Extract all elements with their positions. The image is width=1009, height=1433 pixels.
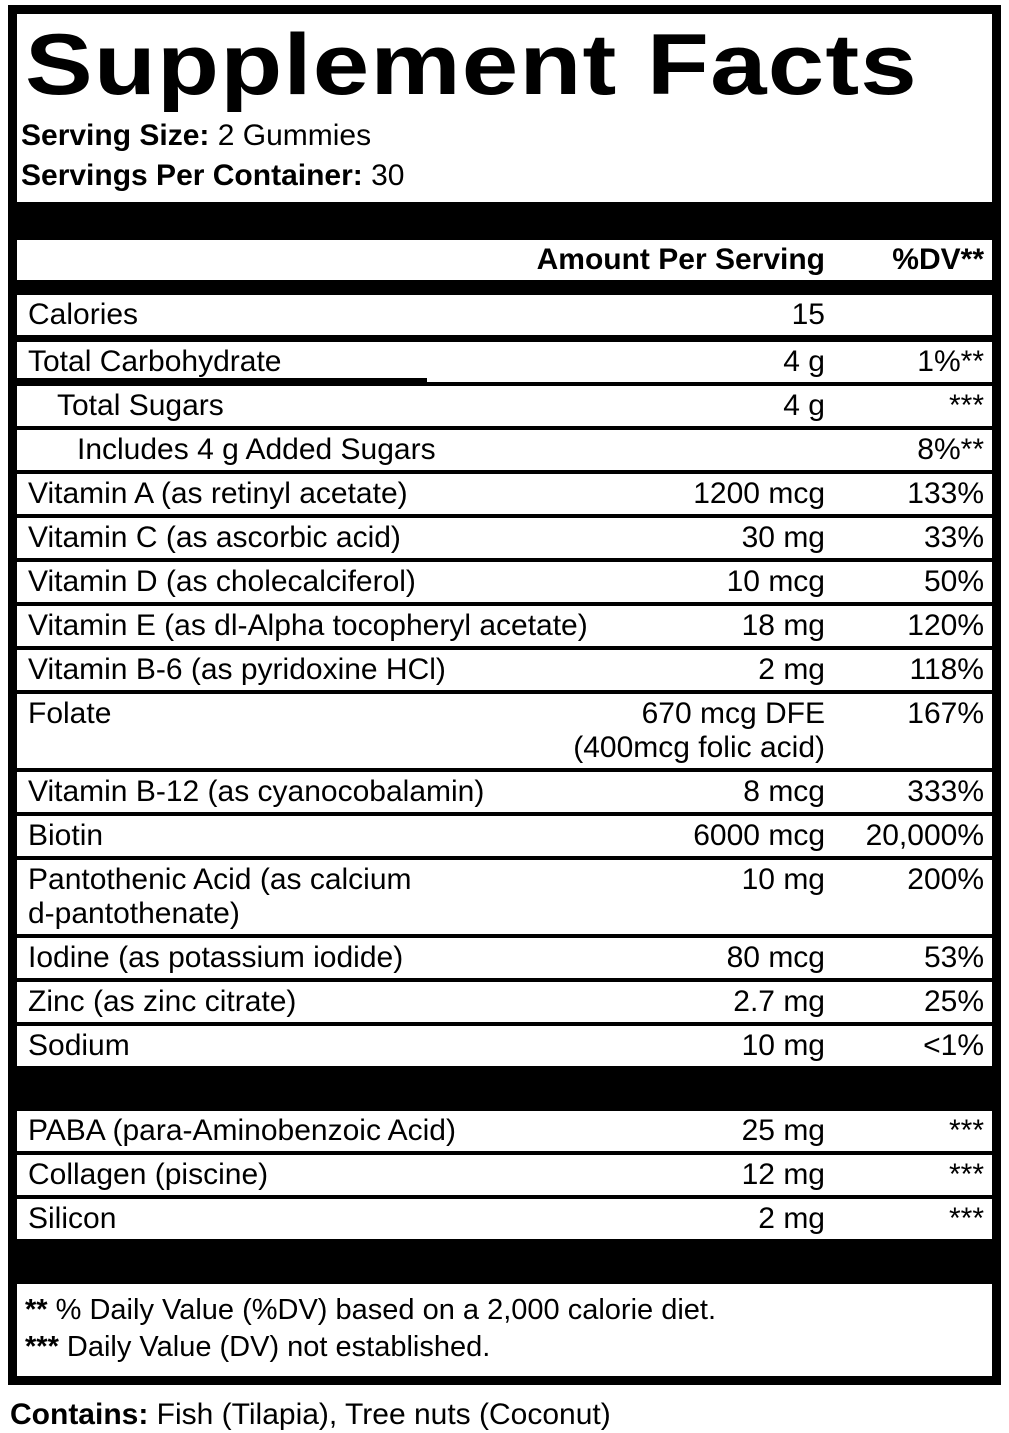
contains-label: Contains:	[10, 1398, 149, 1431]
nutrient-name	[17, 389, 992, 423]
nutrient-amount	[758, 1202, 825, 1236]
nutrient-amount-line1: 18 mg	[741, 609, 825, 642]
nutrient-dv: ***	[948, 1114, 984, 1147]
nutrient-name-line1: Vitamin B-6 (as pyridoxine HCl)	[28, 653, 446, 686]
nutrient-dv: 118%	[909, 653, 984, 686]
nutrient-name	[17, 775, 992, 809]
serving-size-value: 2 Gummies	[217, 119, 372, 152]
table-row	[17, 335, 992, 382]
nutrient-name	[17, 941, 992, 975]
nutrient-name-line1: Biotin	[28, 819, 104, 852]
table-row	[17, 934, 992, 978]
nutrient-dv: 50%	[923, 565, 984, 598]
footnote-text-3star: Daily Value (DV) not established.	[66, 1331, 491, 1363]
nutrient-amount	[742, 521, 825, 555]
nutrient-dv: 53%	[923, 941, 984, 974]
nutrient-name	[17, 819, 992, 853]
table-row	[17, 690, 992, 768]
nutrient-dv: ***	[948, 1202, 984, 1235]
nutrient-dv: 133%	[907, 477, 984, 510]
nutrient-amount	[727, 565, 825, 599]
nutrient-amount-line2: (400mcg folic acid)	[573, 731, 825, 764]
nutrient-amount	[742, 609, 825, 643]
nutrient-name-line1: Vitamin D (as cholecalciferol)	[28, 565, 416, 598]
nutrient-amount-line1: 670 mcg DFE	[641, 697, 825, 730]
nutrient-name	[17, 1158, 992, 1192]
table-row	[17, 602, 992, 646]
nutrient-name	[17, 565, 992, 599]
table-row	[17, 558, 992, 602]
servings-per-container-label: Servings Per Container:	[21, 159, 363, 192]
table-row	[17, 978, 992, 1022]
nutrient-name	[17, 345, 992, 379]
nutrient-amount-line1: 6000 mcg	[693, 819, 825, 852]
nutrient-amount	[792, 298, 825, 332]
nutrient-amount-line1: 80 mcg	[726, 941, 825, 974]
nutrient-amount-line1: 4 g	[783, 345, 825, 378]
nutrient-name	[17, 1029, 992, 1063]
nutrient-name-line1: Folate	[28, 697, 112, 730]
footnote-text-2star: % Daily Value (%DV) based on a 2,000 calorie diet.	[55, 1294, 717, 1326]
nutrient-amount-line1: 10 mg	[741, 863, 825, 896]
footnote-marker-2star: **	[25, 1294, 48, 1326]
nutrient-amount	[742, 1158, 825, 1192]
servings-per-container-line	[17, 156, 992, 196]
nutrient-amount-line1: 2.7 mg	[733, 985, 825, 1018]
table-row	[17, 382, 992, 426]
nutrient-name	[17, 863, 992, 931]
nutrient-amount-line1: 30 mg	[741, 521, 825, 554]
nutrient-amount	[733, 985, 825, 1019]
footnote-daily-value	[25, 1292, 992, 1329]
supplement-facts-panel	[8, 5, 1001, 1385]
table-row	[17, 426, 992, 470]
table-row	[17, 812, 992, 856]
nutrient-amount	[783, 389, 825, 423]
footnotes	[17, 1284, 992, 1376]
nutrient-name-line1: Vitamin E (as dl-Alpha tocopheryl acetate)	[28, 609, 588, 642]
main-nutrient-rows	[17, 295, 992, 1066]
nutrient-dv: 200%	[907, 863, 984, 896]
nutrient-amount	[573, 697, 825, 765]
table-row	[17, 646, 992, 690]
table-row	[17, 514, 992, 558]
nutrient-dv: ***	[948, 1158, 984, 1191]
nutrient-name	[17, 1202, 992, 1236]
nutrient-name-line1: PABA (para-Aminobenzoic Acid)	[28, 1114, 456, 1147]
table-row	[17, 1111, 992, 1151]
nutrient-dv: 33%	[923, 521, 984, 554]
nutrient-name-line1: Iodine (as potassium iodide)	[28, 941, 404, 974]
nutrient-amount-line1: 8 mcg	[743, 775, 825, 808]
nutrient-amount-line1: 12 mg	[741, 1158, 825, 1191]
nutrient-name	[17, 609, 992, 643]
table-row	[17, 470, 992, 514]
table-row	[17, 856, 992, 934]
table-row	[17, 295, 992, 335]
nutrient-name	[17, 985, 992, 1019]
serving-size-label: Serving Size:	[21, 119, 210, 152]
nutrient-name-line1: Sodium	[28, 1029, 130, 1062]
nutrient-amount-line1: 15	[791, 298, 825, 331]
footnote-not-established	[25, 1329, 992, 1366]
nutrient-name	[17, 1114, 992, 1148]
nutrient-name	[17, 298, 992, 332]
nutrient-amount	[742, 1029, 825, 1063]
section-divider-bar-mid	[17, 1066, 992, 1111]
footnote-marker-3star: ***	[25, 1331, 59, 1363]
nutrient-amount	[742, 1114, 825, 1148]
nutrient-name-line2: d-pantothenate)	[28, 897, 240, 930]
header-divider-bar	[17, 280, 992, 295]
nutrient-name	[17, 697, 992, 731]
nutrient-name-line1: Pantothenic Acid (as calcium	[28, 863, 412, 896]
nutrient-dv: 8%**	[917, 433, 984, 466]
nutrient-amount-line1: 4 g	[783, 389, 825, 422]
nutrient-name-line1: Collagen (piscine)	[28, 1158, 269, 1191]
nutrient-amount	[758, 653, 825, 687]
nutrient-name-line1: Vitamin B-12 (as cyanocobalamin)	[28, 775, 485, 808]
allergen-contains-line	[0, 1385, 1009, 1433]
amount-per-serving-header: Amount Per Serving	[536, 243, 825, 276]
nutrient-dv: 20,000%	[865, 819, 984, 852]
section-divider-bar-top	[17, 202, 992, 240]
nutrient-name-line1: Vitamin A (as retinyl acetate)	[28, 477, 408, 510]
nutrient-name	[17, 521, 992, 555]
nutrient-amount	[693, 477, 825, 511]
nutrient-name	[17, 433, 992, 467]
nutrient-name-line1: Calories	[28, 298, 139, 331]
nutrient-dv: 120%	[907, 609, 984, 642]
section-divider-bar-bottom	[17, 1239, 992, 1284]
nutrient-name-line1: Zinc (as zinc citrate)	[28, 985, 297, 1018]
contains-value: Fish (Tilapia), Tree nuts (Coconut)	[156, 1398, 611, 1431]
nutrient-amount-line1: 1200 mcg	[693, 477, 825, 510]
nutrient-name	[17, 477, 992, 511]
nutrient-amount-line1: 2 mg	[758, 1202, 825, 1235]
nutrient-name-line1: Total Sugars	[57, 389, 224, 422]
panel-title	[17, 14, 992, 116]
nutrient-amount	[693, 819, 825, 853]
nutrient-amount-line1: 10 mg	[741, 1029, 825, 1062]
table-row	[17, 768, 992, 812]
table-column-header	[17, 240, 992, 280]
nutrient-amount	[743, 775, 825, 809]
nutrient-dv: ***	[948, 389, 984, 422]
servings-per-container-value: 30	[371, 159, 405, 192]
table-row	[17, 1195, 992, 1239]
nutrient-dv: <1%	[923, 1029, 984, 1062]
table-row	[17, 1151, 992, 1195]
nutrient-amount	[783, 345, 825, 379]
nutrient-amount	[727, 941, 825, 975]
serving-size-line	[17, 116, 992, 156]
nutrient-name	[17, 653, 992, 687]
panel-title-text: Supplement Facts	[25, 17, 918, 113]
nutrient-amount-line1: 10 mcg	[726, 565, 825, 598]
nutrient-dv: 25%	[923, 985, 984, 1018]
nutrient-name-line1: Silicon	[28, 1202, 117, 1235]
nutrient-amount-line1: 25 mg	[741, 1114, 825, 1147]
nutrient-dv: 333%	[907, 775, 984, 808]
nutrient-amount-line1: 2 mg	[758, 653, 825, 686]
nutrient-amount	[742, 863, 825, 897]
nutrient-name-line1: Vitamin C (as ascorbic acid)	[28, 521, 401, 554]
nutrient-dv: 1%**	[917, 345, 984, 378]
other-ingredient-rows	[17, 1111, 992, 1239]
nutrient-name-line1: Includes 4 g Added Sugars	[77, 433, 436, 466]
nutrient-dv: 167%	[907, 697, 984, 730]
percent-dv-header: %DV**	[892, 243, 984, 276]
table-row	[17, 1022, 992, 1066]
nutrient-name-line1: Total Carbohydrate	[28, 345, 282, 378]
